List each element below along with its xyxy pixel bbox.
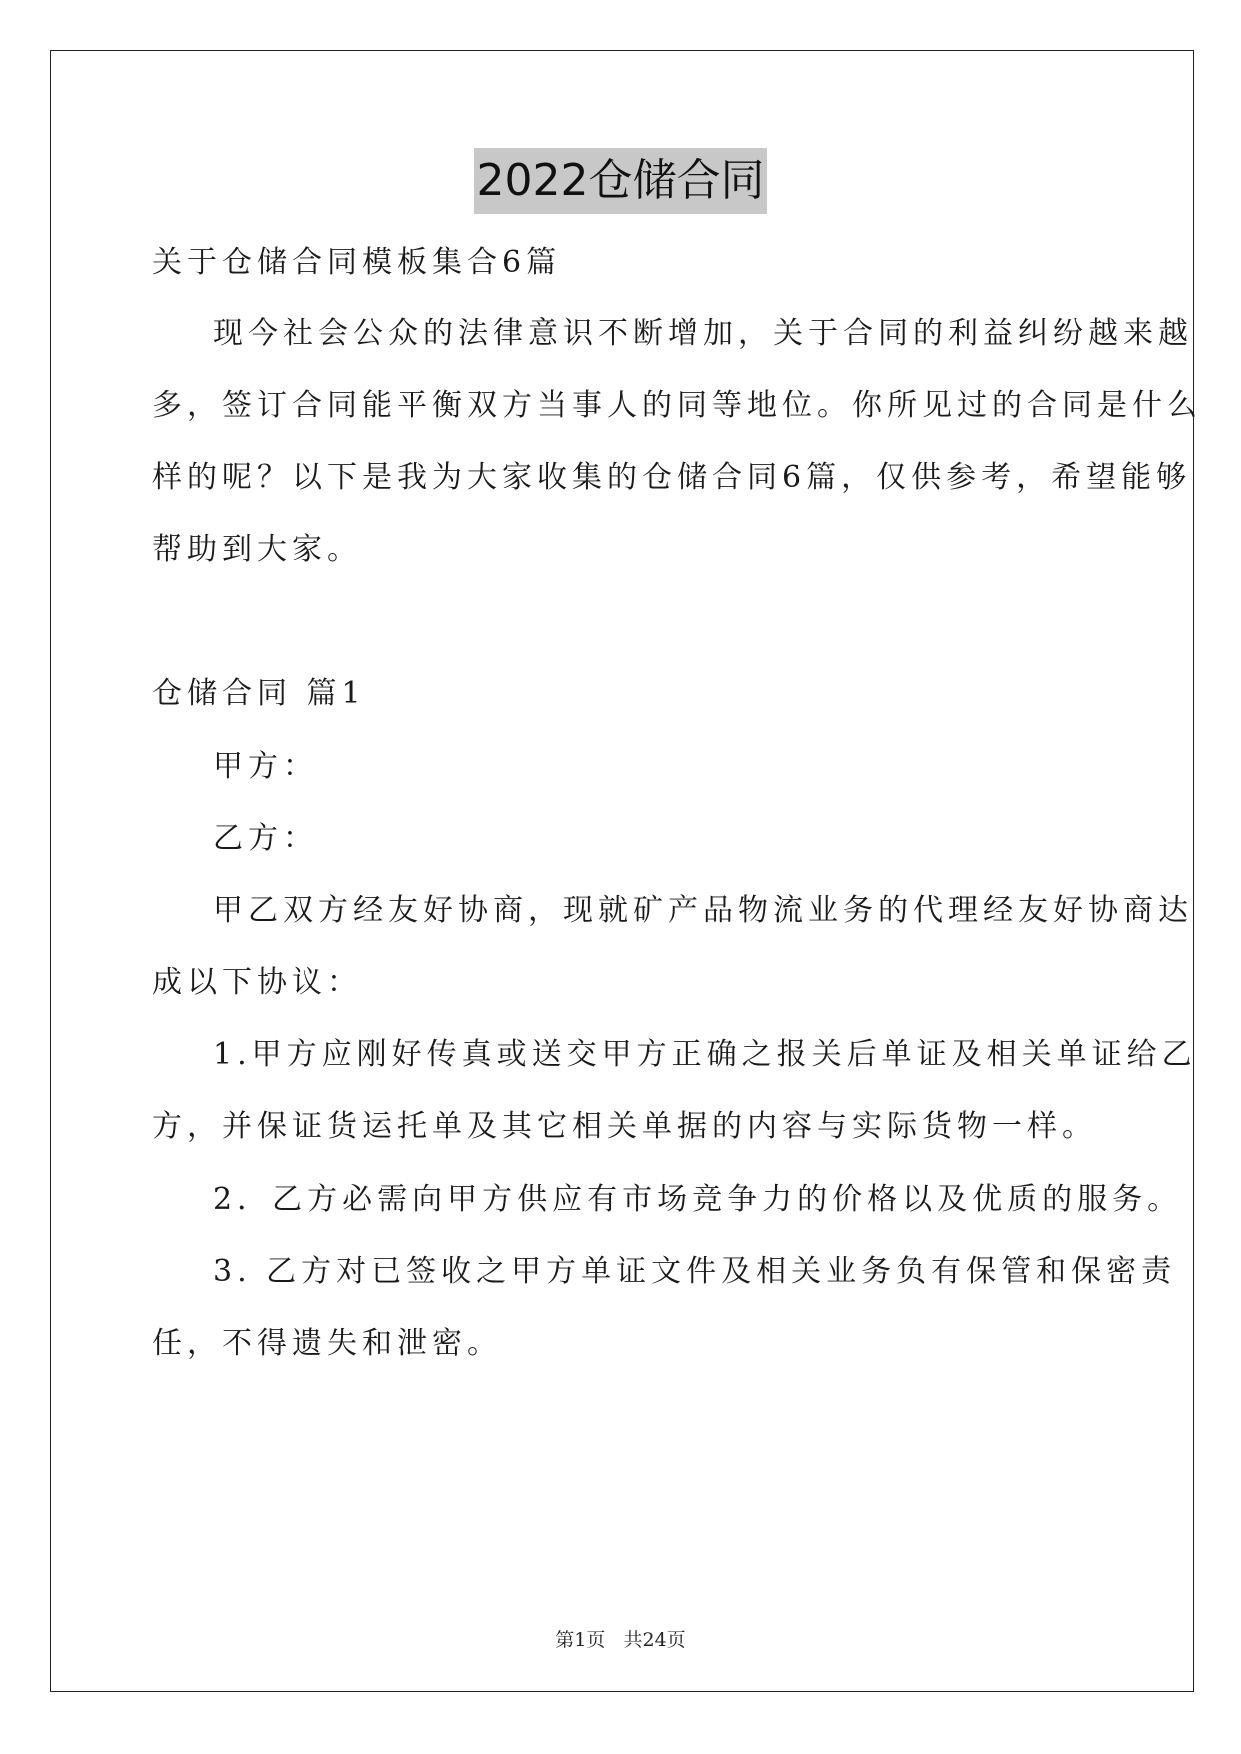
page-footer: 第1页 共24页 bbox=[555, 1629, 686, 1651]
clause-3-line-2: 任，不得遗失和泄密。 bbox=[152, 1326, 502, 1361]
intro-line-4: 帮助到大家。 bbox=[152, 532, 362, 567]
agreement-line-1: 甲乙双方经友好协商，现就矿产品物流业务的代理经友好协商达 bbox=[213, 893, 1193, 928]
document-subtitle: 关于仓储合同模板集合6篇 bbox=[152, 245, 562, 280]
clause-2: 2．乙方必需向甲方供应有市场竞争力的价格以及优质的服务。 bbox=[213, 1182, 1183, 1217]
clause-1-line-2: 方，并保证货运托单及其它相关单据的内容与实际货物一样。 bbox=[152, 1109, 1097, 1144]
intro-line-3: 样的呢？以下是我为大家收集的仓储合同6篇，仅供参考，希望能够 bbox=[152, 460, 1192, 495]
title-container bbox=[0, 148, 1241, 214]
page-border bbox=[50, 50, 1194, 1692]
section-heading: 仓储合同 篇1 bbox=[152, 676, 366, 711]
agreement-line-2: 成以下协议： bbox=[152, 965, 362, 1000]
intro-line-1: 现今社会公众的法律意识不断增加，关于合同的利益纠纷越来越 bbox=[213, 316, 1193, 351]
party-a-label: 甲方： bbox=[213, 749, 318, 784]
intro-line-2: 多，签订合同能平衡双方当事人的同等地位。你所见过的合同是什么 bbox=[152, 388, 1202, 423]
clause-1-line-1: 1.甲方应刚好传真或送交甲方正确之报关后单证及相关单证给乙 bbox=[213, 1037, 1197, 1072]
document-title: 2022仓储合同 bbox=[474, 148, 768, 214]
party-b-label: 乙方： bbox=[213, 821, 318, 856]
clause-3-line-1: 3. 乙方对已签收之甲方单证文件及相关业务负有保管和保密责 bbox=[213, 1254, 1177, 1289]
